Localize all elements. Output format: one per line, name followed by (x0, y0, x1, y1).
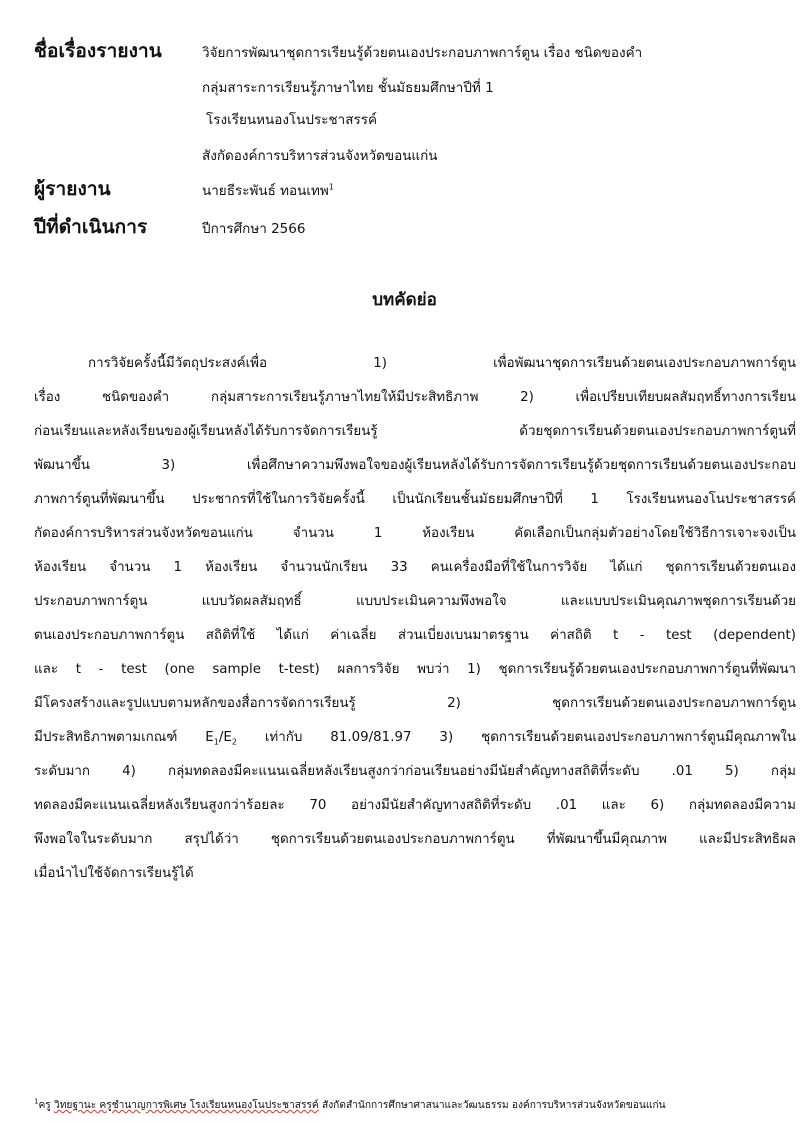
abstract-line: การวิจัยครั้งนี้มีวัตถุประสงค์เพื่อ 1) เพื่อพัฒนาชุดการเรียนด้วยตนเองประกอบภาพการ์ตูน (88, 356, 796, 371)
abstract-line: เมื่อนำไปใช้จัดการเรียนรู้ได้ (34, 866, 194, 881)
abstract-line: กัดองค์การบริหารส่วนจังหวัดขอนแก่น จำนวน 1 ห้องเรียน คัดเลือกเป็นกลุ่มตัวอย่างโดยใช้วิธีการเจาะจงเป็น (34, 526, 796, 541)
footnote (34, 1097, 666, 1113)
efficiency-sub-1: 1 (213, 737, 219, 747)
author-footnote-mark: 1 (328, 182, 334, 192)
abstract-line: เรื่อง ชนิดของคำ กลุ่มสาระการเรียนรู้ภาษาไทยให้มีประสิทธิภาพ 2) เพื่อเปรียบเทียบผลสัมฤทธิ์ทางการเรียน (34, 390, 796, 405)
abstract-line: ทดลองมีคะแนนเฉลี่ยหลังเรียนสูงกว่าร้อยละ 70 อย่างมีนัยสำคัญทางสถิติที่ระดับ .01 และ 6) กลุ่มทดลองมีความ (34, 798, 796, 813)
title-line-4: สังกัดองค์การบริหารส่วนจังหวัดขอนแก่น (202, 148, 438, 164)
title-line-2: กลุ่มสาระการเรียนรู้ภาษาไทย ชั้นมัธยมศึกษาปีที่ 1 (202, 80, 494, 96)
abstract-heading: บทคัดย่อ (372, 290, 437, 310)
abstract-line: ก่อนเรียนและหลังเรียนของผู้เรียนหลังได้รับการจัดการเรียนรู้ ด้วยชุดการเรียนด้วยตนเองประกอบภาพการ์ตูนที่ (34, 424, 796, 439)
abstract-line: มีโครงสร้างและรูปแบบตามหลักของสื่อการจัดการเรียนรู้ 2) ชุดการเรียนด้วยตนเองประกอบภาพการ์ตูน (34, 696, 796, 711)
abstract-line: พึงพอใจในระดับมาก สรุปได้ว่า ชุดการเรียนด้วยตนเองประกอบภาพการ์ตูน ที่พัฒนาขึ้นมีคุณภาพ และมีประสิทธิผล (34, 832, 796, 847)
footnote-part-3: สังกัดสำนักการศึกษาศาสนาและวัฒนธรรม องค์การบริหารส่วนจังหวัดขอนแก่น (318, 1100, 666, 1111)
footnote-part-2: วิทยฐานะ ครูชำนาญการพิเศษ โรงเรียนหนองโนประชาสรรค์ (54, 1100, 319, 1111)
author-name-wrap (202, 179, 334, 201)
year-label: ปีที่ดำเนินการ (34, 216, 148, 238)
abstract-line: ระดับมาก 4) กลุ่มทดลองมีคะแนนเฉลี่ยหลังเรียนสูงกว่าก่อนเรียนอย่างมีนัยสำคัญทางสถิติที่ระดับ .01 5) กลุ่ม (34, 764, 796, 779)
abstract-line-efficiency (34, 726, 796, 760)
author-name: นายธีระพันธ์ ทอนเทพ (202, 183, 329, 199)
abstract-line: พัฒนาขึ้น 3) เพื่อศึกษาความพึงพอใจของผู้เรียนหลังได้รับการจัดการเรียนรู้ด้วยชุดการเรียนด้วยตนเองประกอบ (34, 458, 796, 473)
year-value: ปีการศึกษา 2566 (202, 221, 306, 237)
abstract-line: ภาพการ์ตูนที่พัฒนาขึ้น ประชากรที่ใช้ในการวิจัยครั้งนี้ เป็นนักเรียนชั้นมัธยมศึกษาปีที่ 1 โรงเรียนหนองโนประชาสรรค์ (34, 492, 796, 507)
footnote-mark: 1 (34, 1097, 39, 1106)
abstract-line: ตนเองประกอบภาพการ์ตูน สถิติที่ใช้ ได้แก่ ค่าเฉลี่ย ส่วนเบี่ยงเบนมาตรฐาน ค่าสถิติ t - test (dependent) (34, 628, 796, 643)
efficiency-slash: /E (218, 730, 232, 745)
abstract-line: ห้องเรียน จำนวน 1 ห้องเรียน จำนวนนักเรียน 33 คนเครื่องมือที่ใช้ในการวิจัย ได้แก่ ชุดการเรียนด้วยตนเอง (34, 560, 796, 575)
abstract-body (34, 352, 796, 896)
author-label: ผู้รายงาน (34, 178, 111, 200)
efficiency-sub-2: 2 (231, 737, 237, 747)
title-row (34, 36, 642, 66)
abstract-line: ประกอบภาพการ์ตูน แบบวัดผลสัมฤทธิ์ แบบประเมินความพึงพอใจ และแบบประเมินคุณภาพชุดการเรียนด้วย (34, 594, 796, 609)
title-line-1: วิจัยการพัฒนาชุดการเรียนรู้ด้วยตนเองประกอบภาพการ์ตูน เรื่อง ชนิดของคำ (202, 45, 643, 61)
efficiency-text: มีประสิทธิภาพตามเกณฑ์ E (34, 730, 214, 745)
year-row (34, 212, 305, 242)
abstract-line: และ t - test (one sample t-test) ผลการวิจัย พบว่า 1) ชุดการเรียนรู้ด้วยตนเองประกอบภาพการ์ตูนที่พัฒนา (34, 662, 796, 677)
title-label: ชื่อเรื่องรายงาน (34, 40, 162, 62)
footnote-part-1: ครู (38, 1100, 54, 1111)
efficiency-result: เท่ากับ 81.09/81.97 3) ชุดการเรียนด้วยตนเองประกอบภาพการ์ตูนมีคุณภาพใน (236, 730, 796, 745)
author-row (34, 174, 334, 204)
title-line-3: โรงเรียนหนองโนประชาสรรค์ (206, 112, 377, 128)
